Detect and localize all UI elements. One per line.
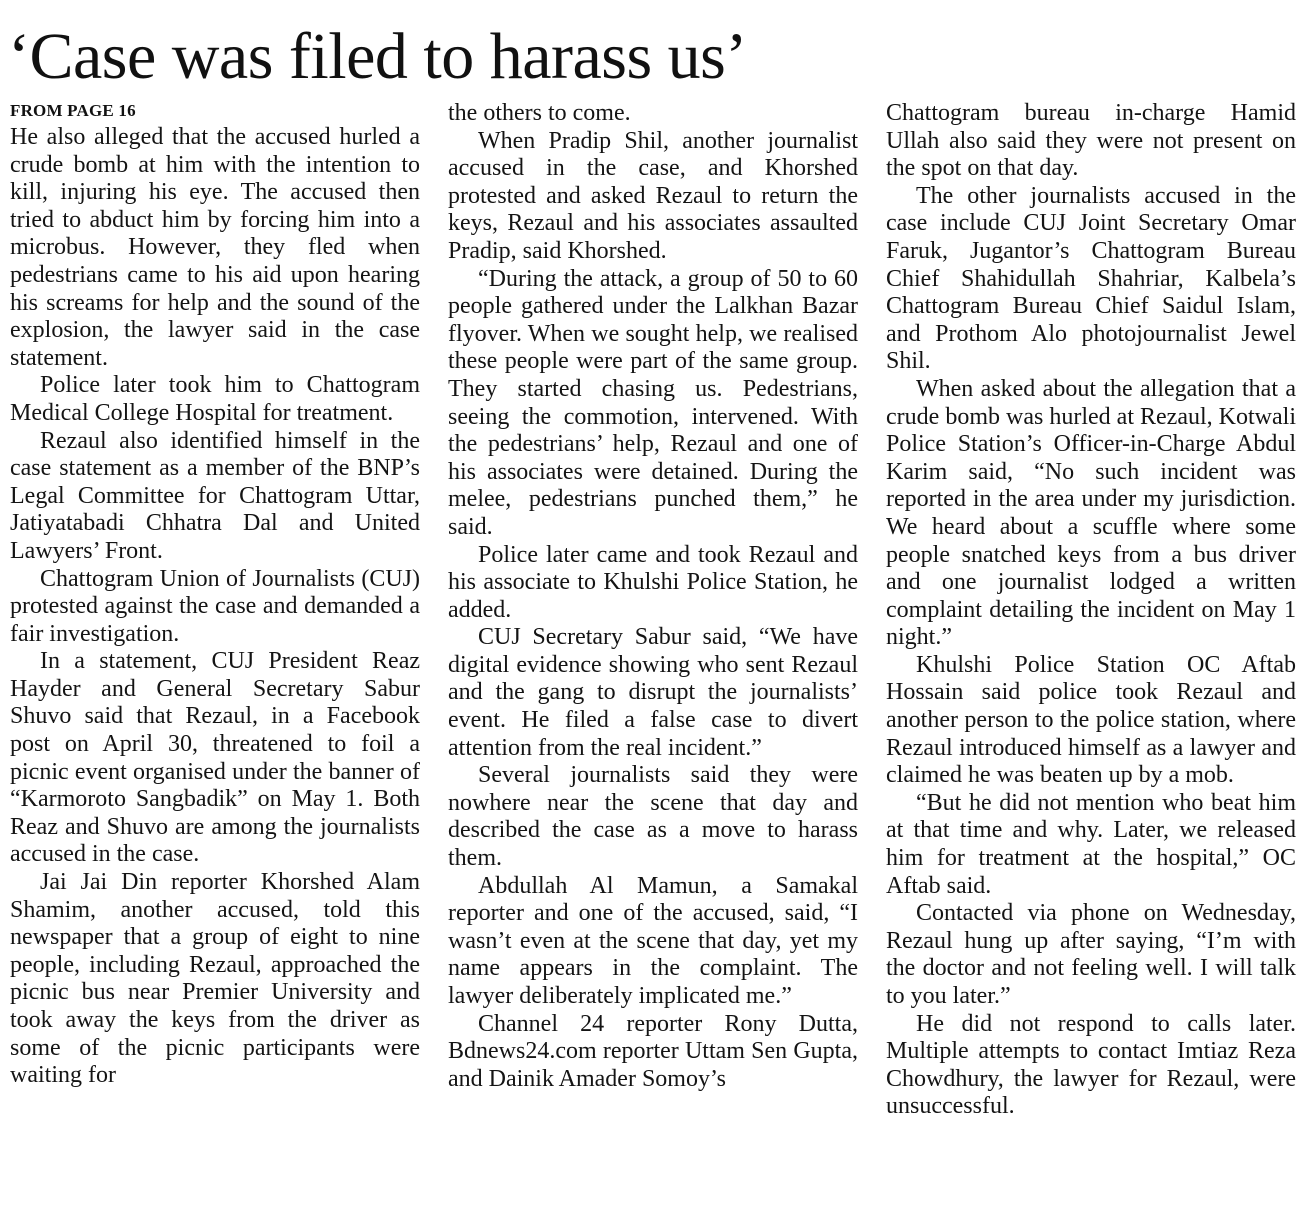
headline: ‘Case was filed to harass us’ — [8, 20, 747, 93]
paragraph: Police later came and took Rezaul and his associate to Khulshi Police Station, he added. — [448, 541, 858, 623]
paragraph: Several journalists said they were nowhere near the scene that day and described the case as a move to harass them. — [448, 762, 858, 872]
paragraph: In a statement, CUJ President Reaz Hayder and General Secretary Sabur Shuvo said that Rezaul, in a Facebook post on April 30, threatened to foil a picnic event organised under the banner of “Karmoroto Sangbadik” on May 1. Both Reaz and Shuvo are among the journalists accused in the case. — [10, 648, 420, 868]
continuation-kicker: FROM PAGE 16 — [10, 101, 136, 120]
article-column-1 — [10, 100, 420, 1215]
article-column-3 — [886, 100, 1296, 1215]
paragraph: Rezaul also identified himself in the case statement as a member of the BNP’s Legal Committee for Chattogram Uttar, Jatiyatabadi Chhatra Dal and United Lawyers’ Front. — [10, 427, 420, 564]
paragraph: “During the attack, a group of 50 to 60 people gathered under the Lalkhan Bazar flyover. When we sought help, we realised these people were part of the same group. They started chasing us. Pedestrians, seeing the commotion, intervened. With the pedestrians’ help, Rezaul and one of his associates were detained. During the melee, pedestrians punched them,” he said. — [448, 265, 858, 540]
paragraph: Channel 24 reporter Rony Dutta, Bdnews24.com reporter Uttam Sen Gupta, and Dainik Amader Somoy’s — [448, 1010, 858, 1092]
paragraph: When asked about the allegation that a crude bomb was hurled at Rezaul, Kotwali Police Station’s Officer-in-Charge Abdul Karim said, “No such incident was reported in the area under my jurisdiction. We heard about a scuffle where some people snatched keys from a bus driver and one journalist lodged a written complaint detailing the incident on May 1 night.” — [886, 375, 1296, 651]
paragraph: Police later took him to Chattogram Medical College Hospital for treatment. — [10, 372, 420, 426]
paragraph: Jai Jai Din reporter Khorshed Alam Shamim, another accused, told this newspaper that a group of eight to nine people, including Rezaul, approached the picnic bus near Premier University and took away the keys from the driver as some of the picnic participants were waiting for — [10, 869, 420, 1089]
paragraph: “But he did not mention who beat him at that time and why. Later, we released him for treatment at the hospital,” OC Aftab said. — [886, 789, 1296, 899]
paragraph: He also alleged that the accused hurled a crude bomb at him with the intention to kill, injuring his eye. The accused then tried to abduct him by forcing him into a microbus. However, they fled when pedestrians came to his aid upon hearing his screams for help and the sound of the explosion, the lawyer said in the case statement. — [10, 124, 420, 371]
paragraph: He did not respond to calls later. Multiple attempts to contact Imtiaz Reza Chowdhury, the lawyer for Rezaul, were unsuccessful. — [886, 1010, 1296, 1120]
paragraph: The other journalists accused in the case include CUJ Joint Secretary Omar Faruk, Jugantor’s Chattogram Bureau Chief Shahidullah Shahriar, Kalbela’s Chattogram Bureau Chief Saidul Islam, and Prothom Alo photojournalist Jewel Shil. — [886, 182, 1296, 375]
paragraph: CUJ Secretary Sabur said, “We have digital evidence showing who sent Rezaul and the gang to disrupt the journalists’ event. He filed a false case to divert attention from the real incident.” — [448, 624, 858, 761]
paragraph: Abdullah Al Mamun, a Samakal reporter and one of the accused, said, “I wasn’t even at the scene that day, yet my name appears in the complaint. The lawyer deliberately implicated me.” — [448, 872, 858, 1009]
article-column-2 — [448, 100, 858, 1215]
paragraph: Contacted via phone on Wednesday, Rezaul hung up after saying, “I’m with the doctor and not feeling well. I will talk to you later.” — [886, 900, 1296, 1009]
paragraph: the others to come. — [448, 100, 631, 126]
paragraph: Khulshi Police Station OC Aftab Hossain said police took Rezaul and another person to the police station, where Rezaul introduced himself as a lawyer and claimed he was beaten up by a mob. — [886, 651, 1296, 789]
paragraph: Chattogram bureau in-charge Hamid Ullah also said they were not present on the spot on that day. — [886, 100, 1296, 182]
paragraph: Chattogram Union of Journalists (CUJ) protested against the case and demanded a fair investigation. — [10, 565, 420, 647]
paragraph: When Pradip Shil, another journalist accused in the case, and Khorshed protested and asked Rezaul to return the keys, Rezaul and his associates assaulted Pradip, said Khorshed. — [448, 127, 858, 264]
